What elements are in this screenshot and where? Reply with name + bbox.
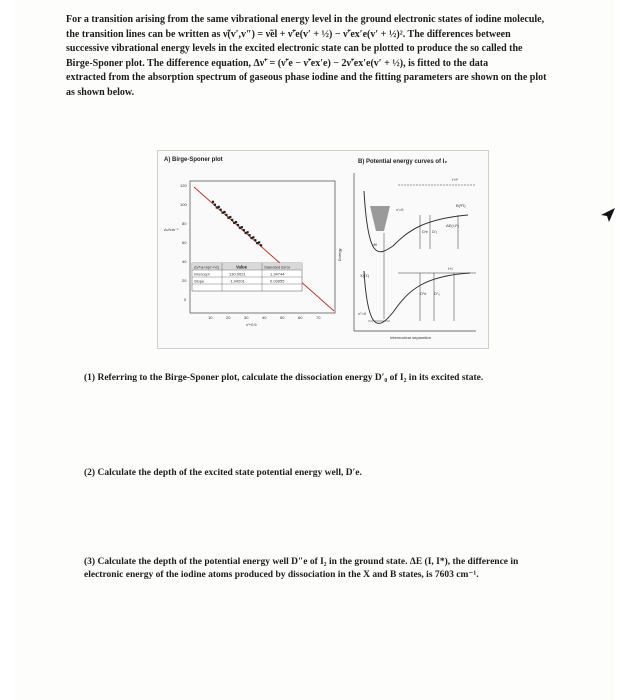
figure [157,150,489,349]
intro-line: For a transition arising from the same vibrational energy level in the ground electronic states of iodine molecule, [66,14,545,25]
figure-svg [158,151,488,348]
label-de-up: D′e [422,229,428,234]
ytick: 120 [180,183,187,188]
ytick: 20 [182,278,187,283]
label-v-lower: v″=0 [358,311,366,316]
scatter-point [223,211,225,213]
mouse-cursor-icon [599,206,617,224]
panel-b-title: B) Potential energy curves of I₂ [358,159,448,165]
panel-b-xlabel: Internuclear separation [390,335,431,340]
label-d0-low: D″₀ [434,291,440,296]
table-header-value: Value [236,264,247,270]
intro-line: the transition lines can be written as ν̃(v′,v″) = ν̃el + ν̃′e(v′ + ½) − ν̃′ex′e(v′ + ½)². The differences between [66,28,511,40]
question-3-line: (3) Calculate the depth of the potential energy well D″e of I₂ in the ground state. ΔE (I, I*), the difference in [84,557,519,567]
table-eq: Δν̃=a+b(v′+½) [194,264,219,270]
label-de-low: D″e [420,291,427,296]
scatter-point [254,239,256,241]
table-cell: 130.0021 [229,271,246,277]
ytick: 40 [182,259,187,264]
xtick: 40 [262,315,267,320]
xtick: 70 [316,315,321,320]
label-ee: ν̃el [372,242,378,247]
problem-intro [66,13,558,101]
scatter-point [252,236,254,238]
xtick: 20 [226,315,231,320]
table-cell: -1.94201 [229,278,245,284]
scatter-point [243,229,245,231]
intro-line: Birge-Sponer plot. The difference equation, Δν̃′ = (ν̃′e − ν̃′ex′e) − 2ν̃′ex′e(v′ + ½), is fitted to the data [66,57,489,69]
scatter-point [225,214,227,216]
intro-line: extracted from the absorption spectrum of gaseous phase iodine and the fitting parameters are shown on the plot [66,72,547,84]
table-cell: Intercept [194,271,210,277]
ytick: 60 [182,240,187,245]
scatter-point [216,206,218,208]
label-v-upper: v′=0 [396,207,404,212]
question-2: (2) Calculate the depth of the excited state potential energy well, D′e. [84,468,362,478]
question-3 [84,556,554,582]
label-x-state: X(¹Σ) [360,273,370,278]
label-b-state: B(³Π) [456,203,466,208]
scatter-point [245,232,247,234]
intro-line: successive vibrational energy levels in the excited electronic state can be plotted to produce the so called the [66,43,523,55]
scatter-points [212,201,262,247]
scatter-point [214,204,216,206]
label-upper-asym: I+I* [452,177,459,182]
upper-well-fill [370,206,390,231]
scatter-point [256,242,258,244]
scatter-point [229,216,231,218]
panel-a-yticks [180,183,187,302]
scatter-point [231,219,233,221]
scatter-point [239,227,241,229]
label-d0-up: D′₀ [432,229,438,234]
scatter-point [227,217,229,219]
xtick: 10 [208,315,213,320]
label-delta-e: ΔE(I,I*) [446,223,459,228]
scatter-point [235,221,237,223]
scatter-point [212,201,214,203]
intro-line: as shown below. [66,86,135,98]
scatter-point [237,224,239,226]
scatter-point [222,212,224,214]
ytick: 80 [182,221,187,226]
table-header-se: Standard Error [264,264,291,270]
scatter-point [248,234,250,236]
table-cell: 0.03955 [270,278,285,284]
xtick: 50 [280,315,285,320]
scatter-point [233,222,235,224]
fit-table [192,263,302,291]
table-cell: Slope [194,278,205,284]
panel-a-xticks [208,315,321,320]
question-3-line: electronic energy of the iodine atoms produced by dissociation in the X and B states, is 7603 cm⁻¹. [84,570,479,580]
panel-a-ylabel: Δν̃/cm⁻¹ [164,227,179,232]
scatter-point [220,209,222,211]
scatter-point [241,226,243,228]
scatter-point [250,237,252,239]
scatter-point [258,241,260,243]
ytick: 0 [184,297,187,302]
xtick: 30 [244,315,249,320]
panel-a-xlabel: v′+0.5 [246,322,257,327]
table-cell: 1.34744 [270,271,285,277]
scatter-point [260,244,262,246]
xtick: 60 [298,315,303,320]
document-sheet [14,0,614,700]
question-1: (1) Referring to the Birge-Sponer plot, calculate the dissociation energy D′₀ of I₂ in its excited state. [84,373,484,383]
panel-b-ylabel: Energy [337,248,342,261]
scatter-point [247,231,249,233]
panel-a-title: A) Birge-Sponer plot [164,157,223,163]
scatter-point [218,206,220,208]
ytick: 100 [180,202,187,207]
label-lower-asym: I+I [448,266,453,271]
